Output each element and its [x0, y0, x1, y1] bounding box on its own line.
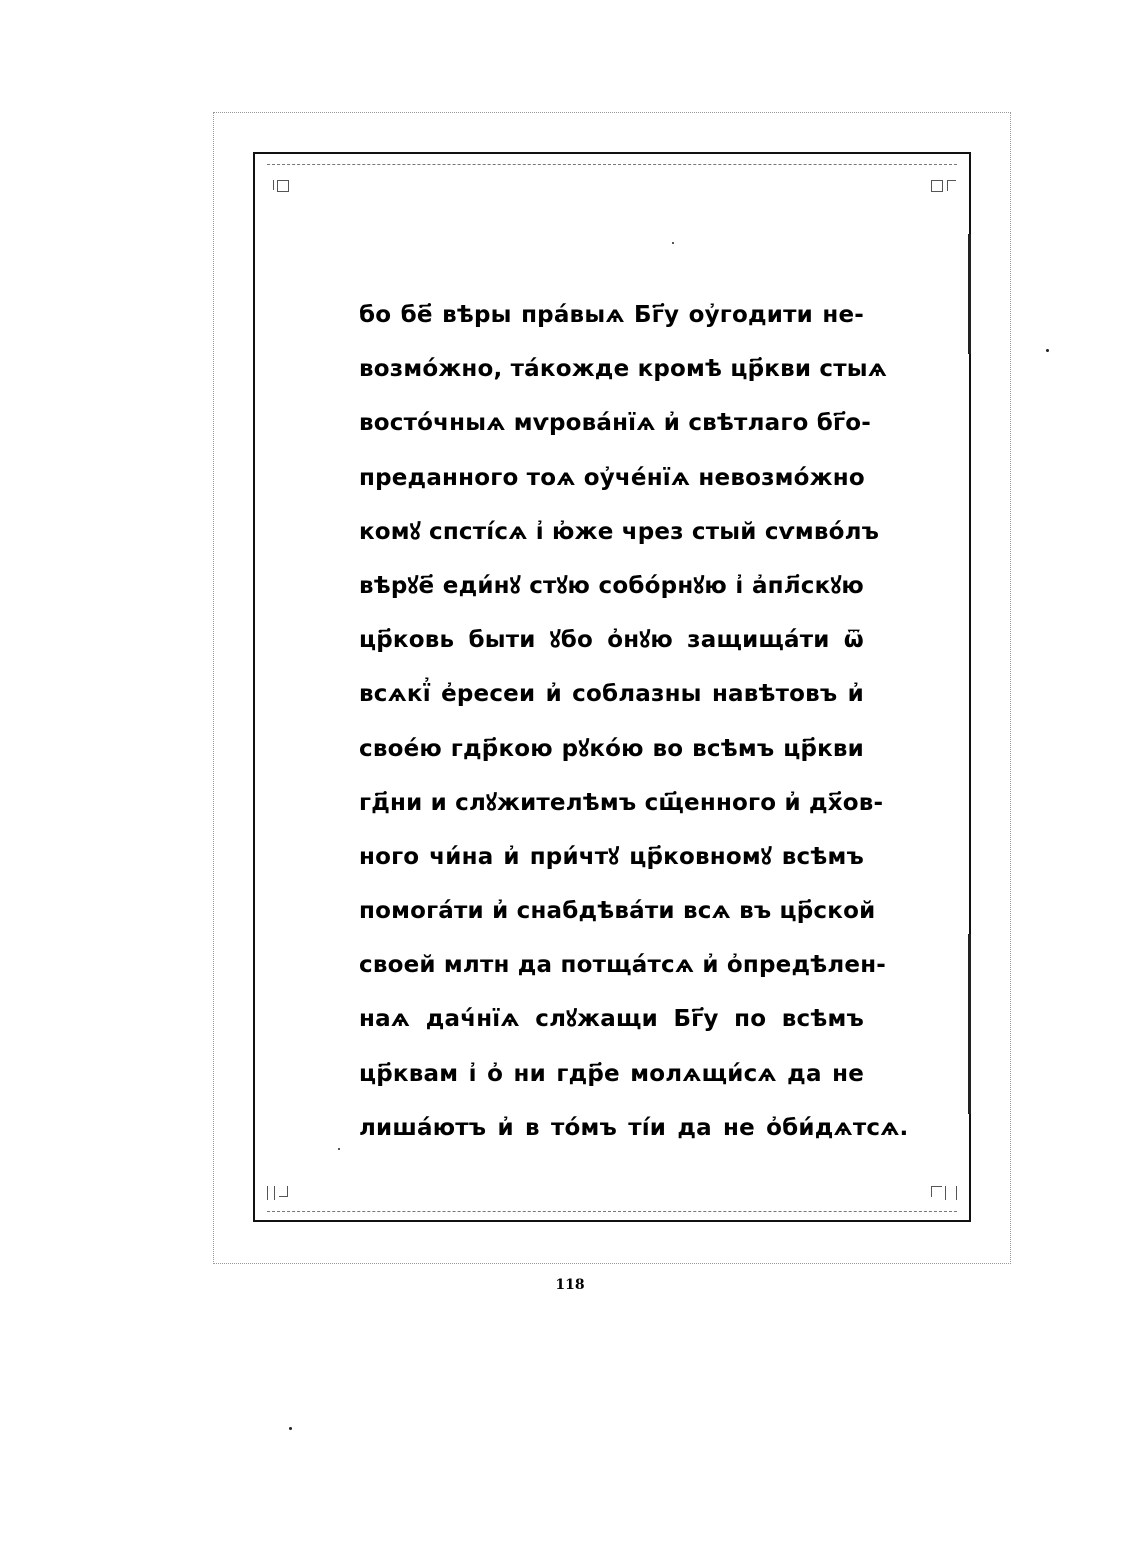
text-line: вѣрꙋе҃ еди́нꙋ стꙋю собо́рнꙋю і҆ а҆пл҃скꙋю	[359, 572, 864, 599]
text-line: всѧкї҆ е҆ресеи и҆ соблазны навѣтовъ и҆	[359, 681, 864, 708]
corner-ornament-top-left	[267, 176, 293, 198]
text-line: возмо́жно, та́кожде кромѣ цр҃кви стыѧ	[359, 356, 888, 383]
text-line: восто́чныѧ мѵрова́нїѧ и҆ свѣтлаго бг҃о-	[359, 410, 871, 437]
corner-ornament-bottom-left	[267, 1184, 293, 1206]
body-text	[359, 295, 909, 1162]
text-line: помога́ти и҆ снабдѣва́ти всѧ въ цр҃ской	[359, 898, 876, 925]
scan-speck	[1046, 349, 1049, 352]
text-line: гд҃ни и слꙋжителѣмъ сщ҃енного и҆ дх҃ов-	[359, 789, 884, 816]
text-line: цр҃ковь быти ꙋбо о҆нꙋю защища́ти ѿ	[359, 627, 864, 654]
page-number: 118	[555, 1277, 585, 1293]
text-line: наѧ дач́нїѧ слꙋжащи Бг҃у по всѣмъ	[359, 1006, 864, 1033]
text-line: комꙋ спстíсѧ і҆ ю҆же чрез стый сѵмво́лъ	[359, 518, 880, 545]
text-line: ного чи́на и҆ при́чтꙋ цр҃ковномꙋ всѣмъ	[359, 843, 864, 870]
frame-side-rule	[968, 934, 971, 1114]
text-line: бо бе҃ вѣры пра́выѧ Бг҃у оу҆годити не-	[359, 302, 864, 328]
text-line: цр҃квам і҆ о҆ ни гдр҃е молѧщи́сѧ да не	[359, 1060, 864, 1087]
text-line: лиша́ютъ и҆ в то́мъ тíи да не о҆би́дѧтсѧ.	[359, 1114, 909, 1141]
corner-ornament-top-right	[931, 176, 957, 198]
text-line: своей млтн да потща́тсѧ и҆ о҆предѣлен-	[359, 952, 887, 979]
scan-speck	[338, 1148, 340, 1150]
corner-ornament-bottom-right	[931, 1184, 957, 1206]
text-line: свое́ю гдр҃кою рꙋко́ю во всѣмъ цр҃кви	[359, 735, 864, 762]
scan-speck	[289, 1427, 292, 1430]
scan-speck	[672, 242, 674, 244]
text-line: преданного тоѧ оу҆че́нїѧ невозмо́жно	[359, 464, 865, 491]
frame-side-rule	[968, 234, 971, 354]
